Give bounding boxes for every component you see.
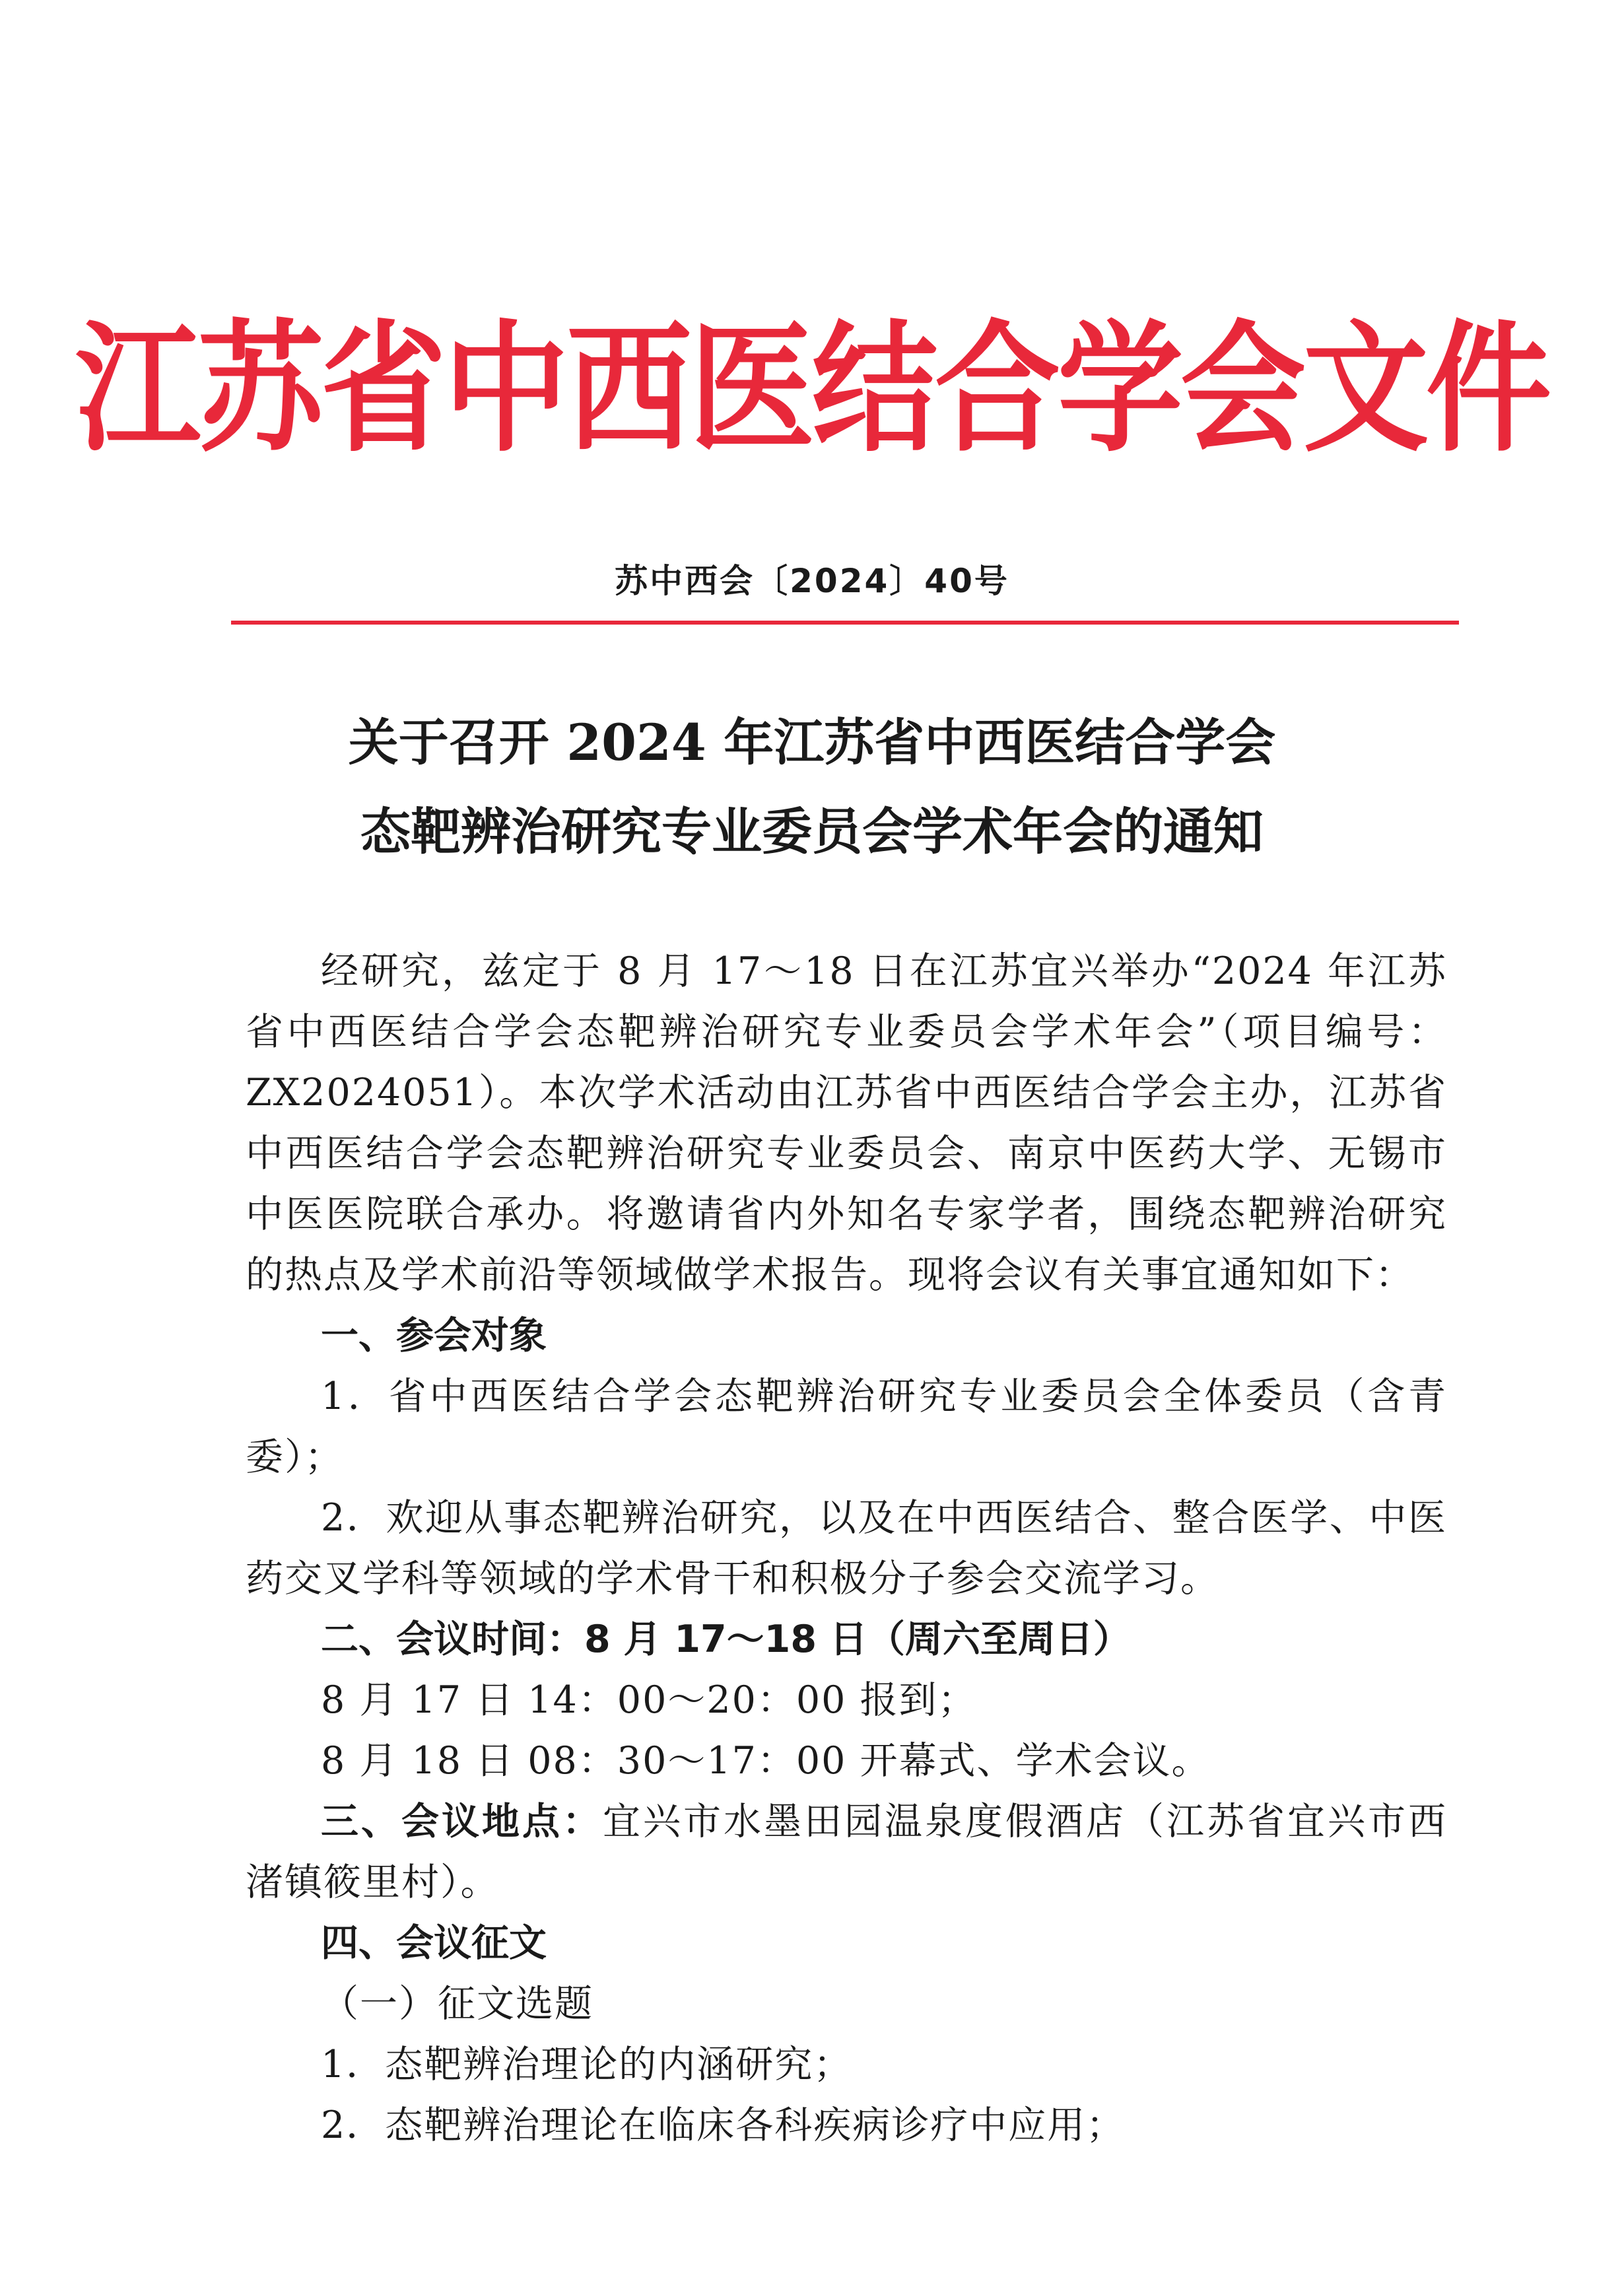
section-2-item-1: 8 月 17 日 14：00～20：00 报到；: [321, 1678, 977, 1722]
section-1-heading: 一、参会对象: [321, 1314, 547, 1357]
intro-paragraph: 经研究，兹定于 8 月 17～18 日在江苏宜兴举办“2024 年江苏省中西医结合学会态靶辨治研究专业委员会学术年会”（项目编号：ZX2024051）。本次学术活动由江苏省中西医结合学会主办，江苏省中西医结合学会态靶辨治研究专业委员会、南京中医药大学、无锡市中医医院联合承办。将邀请省内外知名专家学者，围绕态靶辨治研究的热点及学术前沿等领域做学术报告。现将会议有关事宜通知如下：: [246, 949, 1447, 1297]
document-number: 苏中西会〔2024〕40号: [615, 562, 1009, 600]
section-1-item-2: 2．欢迎从事态靶辨治研究，以及在中西医结合、整合医学、中医药交叉学科等领域的学术骨干和积极分子参会交流学习。: [246, 1496, 1447, 1600]
section-3-paragraph: [246, 1791, 1447, 1913]
section-1-item-1: 1．省中西医结合学会态靶辨治研究专业委员会全体委员（含青委）；: [246, 1375, 1447, 1479]
section-4-item-2: 2．态靶辨治理论在临床各科疾病诊疗中应用；: [321, 2103, 1126, 2147]
section-4-heading: 四、会议征文: [321, 1921, 547, 1965]
notice-body: [246, 941, 1447, 2156]
section-4-item-1: 1．态靶辨治理论的内涵研究；: [321, 2043, 853, 2086]
notice-title-line-2: 态靶辨治研究专业委员会学术年会的通知: [360, 802, 1264, 861]
red-divider: [231, 621, 1459, 625]
section-2-item-2: 8 月 18 日 08：30～17：00 开幕式、学术会议。: [321, 1739, 1211, 1783]
masthead-title: 江苏省中西医结合学会文件: [75, 307, 1549, 471]
section-2-heading: 二、会议时间：8 月 17～18 日（周六至周日）: [321, 1618, 1131, 1661]
notice-title-line-1: 关于召开 2024 年江苏省中西医结合学会: [348, 713, 1276, 772]
section-3-heading: 三、会议地点：: [321, 1800, 603, 1843]
section-4-subheading: （一）征文选题: [321, 1982, 593, 2026]
section-3-text: 宜兴市水墨田园温泉度假酒店（江苏省宜兴市西渚镇筱里村）。: [246, 1800, 1447, 1904]
